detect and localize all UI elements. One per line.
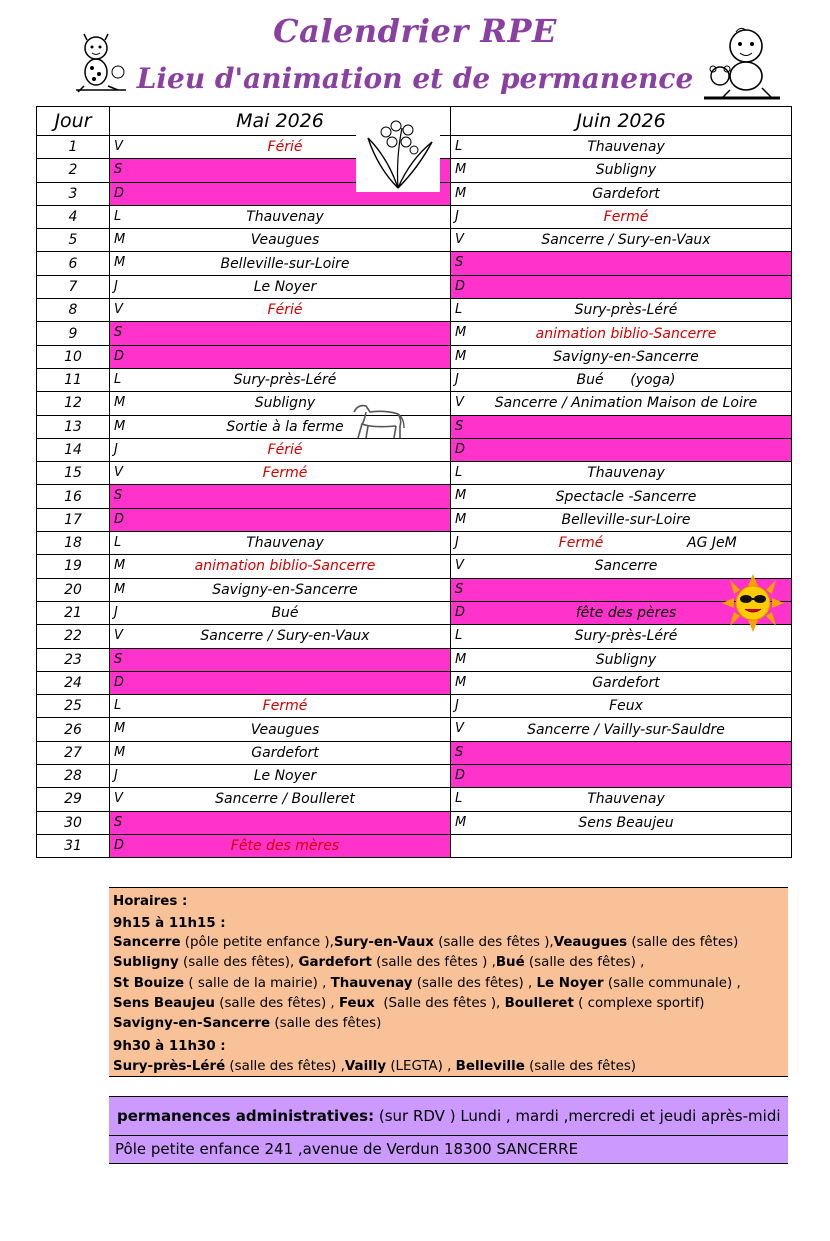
horse-icon bbox=[346, 400, 406, 442]
weekday-letter: S bbox=[114, 488, 123, 504]
location-detail: (salle des fêtes) bbox=[270, 1016, 382, 1032]
weekday-letter: L bbox=[455, 791, 463, 807]
day-number: 23 bbox=[37, 648, 110, 671]
weekday-letter: V bbox=[114, 302, 123, 318]
juin-cell bbox=[451, 275, 792, 298]
mai-cell bbox=[110, 601, 451, 624]
juin-cell bbox=[451, 741, 792, 764]
mai-cell bbox=[110, 765, 451, 788]
activity-label: Thauvenay bbox=[587, 139, 665, 156]
weekday-letter: S bbox=[114, 814, 123, 830]
day-number: 1 bbox=[37, 136, 110, 159]
mai-cell bbox=[110, 252, 451, 275]
table-row bbox=[37, 788, 792, 811]
activity-label: Savigny-en-Sancerre bbox=[553, 348, 699, 365]
location-detail: (LEGTA) , bbox=[386, 1059, 456, 1074]
juin-cell bbox=[451, 368, 792, 391]
hours-line bbox=[113, 1059, 636, 1074]
mai-cell bbox=[110, 671, 451, 694]
mai-cell bbox=[110, 485, 451, 508]
location-name: Feux bbox=[338, 995, 375, 1011]
activity-label: Sancerre bbox=[594, 558, 658, 575]
activity-label: Sortie à la ferme bbox=[226, 418, 344, 435]
activity-label: Gardefort bbox=[251, 744, 319, 761]
activity-label: Sancerre / Vailly-sur-Sauldre bbox=[527, 721, 725, 738]
location-name: Bué bbox=[495, 955, 525, 971]
juin-cell bbox=[451, 392, 792, 415]
day-number: 29 bbox=[37, 788, 110, 811]
weekday-letter: D bbox=[114, 185, 125, 201]
activity-label: Sury-près-Léré bbox=[574, 302, 678, 319]
weekday-letter: M bbox=[114, 232, 126, 248]
hours-box bbox=[109, 887, 788, 1077]
mai-cell bbox=[110, 625, 451, 648]
activity-label: Férié bbox=[267, 442, 303, 458]
mai-cell bbox=[110, 741, 451, 764]
table-row bbox=[37, 578, 792, 601]
mai-cell bbox=[110, 205, 451, 228]
day-number: 9 bbox=[37, 322, 110, 345]
weekday-letter: J bbox=[455, 208, 459, 224]
activity-label: Veaugues bbox=[250, 232, 320, 249]
weekday-letter: D bbox=[114, 674, 125, 690]
weekday-letter: M bbox=[455, 185, 467, 201]
location-detail: (salle des fêtes), bbox=[178, 955, 299, 971]
activity-label: Sancerre / Sury-en-Vaux bbox=[200, 628, 370, 645]
hours-slot-2: 9h30 à 11h30 : bbox=[113, 1039, 226, 1054]
activity-label: fête des pères bbox=[575, 605, 677, 622]
weekday-letter: D bbox=[114, 837, 125, 853]
weekday-letter: D bbox=[455, 441, 466, 457]
location-detail: ( complexe sportif) bbox=[573, 995, 705, 1011]
activity-label: Thauvenay bbox=[587, 791, 665, 808]
weekday-letter: M bbox=[455, 162, 467, 178]
weekday-letter: S bbox=[114, 651, 123, 667]
weekday-letter: J bbox=[114, 441, 118, 457]
location-name: Sens Beaujeu bbox=[113, 995, 215, 1011]
table-row bbox=[37, 299, 792, 322]
location-name: St Bouize bbox=[113, 975, 185, 991]
weekday-letter: S bbox=[455, 744, 464, 760]
day-number: 12 bbox=[37, 392, 110, 415]
mai-cell bbox=[110, 718, 451, 741]
mai-cell bbox=[110, 299, 451, 322]
juin-cell bbox=[451, 415, 792, 438]
calendar-table bbox=[36, 106, 792, 858]
location-detail: (salle des fêtes) , bbox=[524, 955, 645, 971]
location-name: Sury-en-Vaux bbox=[333, 935, 434, 950]
weekday-letter: S bbox=[455, 418, 464, 434]
juin-cell bbox=[451, 229, 792, 252]
location-name: Le Noyer bbox=[536, 975, 604, 991]
mai-cell bbox=[110, 345, 451, 368]
location-name: Vailly bbox=[344, 1059, 387, 1074]
activity-label: Subligny bbox=[595, 651, 657, 668]
weekday-letter: M bbox=[114, 255, 126, 271]
day-number: 27 bbox=[37, 741, 110, 764]
weekday-letter: J bbox=[455, 371, 459, 387]
table-row bbox=[37, 625, 792, 648]
mai-cell bbox=[110, 229, 451, 252]
activity-label: Subligny bbox=[254, 395, 316, 412]
activity-label: Fête des mères bbox=[230, 838, 340, 855]
weekday-letter: M bbox=[114, 581, 126, 597]
day-number: 10 bbox=[37, 345, 110, 368]
permanences-text: (sur RDV ) Lundi , mardi ,mercredi et jeudi après-midi bbox=[374, 1107, 781, 1125]
weekday-letter: L bbox=[114, 371, 122, 387]
weekday-letter: L bbox=[455, 628, 463, 644]
weekday-letter: D bbox=[114, 348, 125, 364]
location-name: Thauvenay bbox=[330, 975, 413, 991]
day-number: 18 bbox=[37, 532, 110, 555]
day-number: 3 bbox=[37, 182, 110, 205]
location-name: Belleville bbox=[455, 1059, 525, 1074]
juin-cell bbox=[451, 648, 792, 671]
child-with-teddy-icon bbox=[700, 24, 784, 106]
weekday-letter: M bbox=[455, 651, 467, 667]
permanences-label: permanences administratives: bbox=[117, 1107, 375, 1125]
weekday-letter: V bbox=[455, 721, 464, 737]
day-number: 26 bbox=[37, 718, 110, 741]
juin-cell bbox=[451, 834, 792, 857]
juin-cell bbox=[451, 322, 792, 345]
mai-cell bbox=[110, 275, 451, 298]
page-title: Calendrier RPE bbox=[273, 12, 557, 50]
permanences-box bbox=[109, 1096, 788, 1164]
header-jour: Jour bbox=[37, 107, 110, 136]
weekday-letter: S bbox=[114, 325, 123, 341]
location-detail: (salle des fêtes) , bbox=[214, 995, 339, 1011]
location-detail: ( salle de la mairie) , bbox=[184, 975, 331, 991]
weekday-letter: V bbox=[114, 628, 123, 644]
weekday-letter: S bbox=[455, 255, 464, 271]
mai-cell bbox=[110, 695, 451, 718]
activity-label: Férié bbox=[267, 302, 303, 319]
activity-label: Belleville-sur-Loire bbox=[561, 511, 691, 528]
activity-label: Spectacle -Sancerre bbox=[555, 488, 697, 505]
table-row bbox=[37, 368, 792, 391]
weekday-letter: D bbox=[455, 768, 466, 784]
table-row bbox=[37, 532, 792, 555]
mai-cell bbox=[110, 322, 451, 345]
juin-cell bbox=[451, 345, 792, 368]
day-number: 16 bbox=[37, 485, 110, 508]
hours-line bbox=[113, 935, 738, 950]
mai-cell bbox=[110, 648, 451, 671]
activity-label: Belleville-sur-Loire bbox=[220, 255, 350, 272]
activity-label: Gardefort bbox=[592, 674, 660, 691]
weekday-letter: M bbox=[114, 744, 126, 760]
mai-cell bbox=[110, 834, 451, 857]
divider bbox=[109, 1135, 788, 1136]
day-number: 31 bbox=[37, 834, 110, 857]
day-number: 13 bbox=[37, 415, 110, 438]
activity-label: Sens Beaujeu bbox=[578, 814, 674, 831]
day-number: 22 bbox=[37, 625, 110, 648]
juin-cell bbox=[451, 532, 792, 555]
day-number: 19 bbox=[37, 555, 110, 578]
activity-extra: AG JeM bbox=[687, 535, 737, 552]
location-name: Gardefort bbox=[298, 955, 372, 971]
day-number: 30 bbox=[37, 811, 110, 834]
table-row bbox=[37, 648, 792, 671]
juin-cell bbox=[451, 671, 792, 694]
juin-cell bbox=[451, 462, 792, 485]
day-number: 11 bbox=[37, 368, 110, 391]
lily-of-the-valley-icon bbox=[356, 114, 440, 192]
weekday-letter: L bbox=[114, 208, 122, 224]
weekday-letter: V bbox=[455, 395, 464, 411]
activity-label: Bué (yoga) bbox=[576, 372, 676, 389]
juin-cell bbox=[451, 695, 792, 718]
hours-slot-1: 9h15 à 11h15 : bbox=[113, 916, 226, 931]
weekday-letter: J bbox=[114, 768, 118, 784]
hours-line bbox=[113, 996, 705, 1011]
weekday-letter: L bbox=[455, 465, 463, 481]
juin-cell bbox=[451, 159, 792, 182]
day-number: 7 bbox=[37, 275, 110, 298]
table-row bbox=[37, 205, 792, 228]
day-number: 15 bbox=[37, 462, 110, 485]
hours-line bbox=[113, 1016, 381, 1031]
table-row bbox=[37, 462, 792, 485]
weekday-letter: V bbox=[114, 465, 123, 481]
activity-label: Veaugues bbox=[250, 721, 320, 738]
weekday-letter: L bbox=[114, 535, 122, 551]
activity-label: Fermé bbox=[262, 698, 308, 715]
weekday-letter: M bbox=[114, 721, 126, 737]
location-name: Sancerre bbox=[113, 935, 181, 950]
weekday-letter: M bbox=[455, 348, 467, 364]
day-number: 21 bbox=[37, 601, 110, 624]
juin-cell bbox=[451, 788, 792, 811]
activity-label: Sancerre / Sury-en-Vaux bbox=[541, 232, 711, 249]
juin-cell bbox=[451, 205, 792, 228]
weekday-letter: M bbox=[455, 488, 467, 504]
weekday-letter: J bbox=[114, 278, 118, 294]
weekday-letter: J bbox=[114, 604, 118, 620]
table-row bbox=[37, 485, 792, 508]
page-subtitle: Lieu d'animation et de permanence bbox=[136, 62, 694, 95]
weekday-letter: M bbox=[455, 325, 467, 341]
location-detail: (pôle petite enfance ), bbox=[180, 935, 334, 950]
day-number: 6 bbox=[37, 252, 110, 275]
location-detail: (salle des fêtes ) , bbox=[371, 955, 496, 971]
activity-label: animation biblio-Sancerre bbox=[194, 558, 376, 575]
activity-label: Bué bbox=[271, 605, 299, 622]
table-row bbox=[37, 811, 792, 834]
day-number: 28 bbox=[37, 765, 110, 788]
activity-label: Fermé bbox=[603, 209, 649, 226]
location-detail: (salle des fêtes) , bbox=[225, 1059, 345, 1074]
day-number: 24 bbox=[37, 671, 110, 694]
weekday-letter: V bbox=[114, 791, 123, 807]
table-row bbox=[37, 765, 792, 788]
weekday-letter: L bbox=[114, 698, 122, 714]
table-row bbox=[37, 695, 792, 718]
activity-label: Fermé bbox=[558, 535, 604, 552]
location-detail: (Salle des fêtes ), bbox=[374, 995, 505, 1011]
activity-label: Thauvenay bbox=[246, 209, 324, 226]
table-row bbox=[37, 322, 792, 345]
activity-label: Sury-près-Léré bbox=[574, 628, 678, 645]
activity-label: Savigny-en-Sancerre bbox=[212, 581, 358, 598]
juin-cell bbox=[451, 438, 792, 461]
weekday-letter: V bbox=[455, 232, 464, 248]
day-number: 5 bbox=[37, 229, 110, 252]
sun-with-sunglasses-icon bbox=[720, 574, 786, 632]
weekday-letter: D bbox=[114, 511, 125, 527]
weekday-letter: M bbox=[114, 395, 126, 411]
table-row bbox=[37, 345, 792, 368]
hours-line bbox=[113, 955, 644, 970]
day-number: 2 bbox=[37, 159, 110, 182]
table-row bbox=[37, 671, 792, 694]
weekday-letter: M bbox=[114, 558, 126, 574]
location-detail: (salle des fêtes) , bbox=[412, 975, 537, 991]
header-juin: Juin 2026 bbox=[451, 107, 792, 136]
activity-label: Sancerre / Animation Maison de Loire bbox=[494, 395, 758, 412]
activity-label: Le Noyer bbox=[253, 768, 317, 785]
activity-label: Fermé bbox=[262, 465, 308, 482]
activity-label: animation biblio-Sancerre bbox=[535, 325, 717, 342]
juin-cell bbox=[451, 811, 792, 834]
weekday-letter: S bbox=[114, 162, 123, 178]
activity-label: Sury-près-Léré bbox=[233, 372, 337, 389]
juin-cell bbox=[451, 252, 792, 275]
child-drawing-icon bbox=[74, 32, 132, 94]
permanences-line bbox=[117, 1107, 781, 1125]
activity-label: Sancerre / Boulleret bbox=[215, 791, 355, 808]
activity-label: Subligny bbox=[595, 162, 657, 179]
mai-cell bbox=[110, 508, 451, 531]
activity-label: Thauvenay bbox=[587, 465, 665, 482]
table-row bbox=[37, 252, 792, 275]
location-name: Boulleret bbox=[504, 995, 574, 1011]
location-detail: (salle des fêtes) bbox=[627, 935, 739, 950]
table-row bbox=[37, 834, 792, 857]
table-row bbox=[37, 415, 792, 438]
mai-cell bbox=[110, 462, 451, 485]
weekday-letter: S bbox=[455, 581, 464, 597]
table-row bbox=[37, 508, 792, 531]
day-number: 17 bbox=[37, 508, 110, 531]
hours-title: Horaires : bbox=[113, 894, 188, 909]
location-detail: (salle communale) , bbox=[603, 975, 741, 991]
day-number: 20 bbox=[37, 578, 110, 601]
weekday-letter: D bbox=[455, 278, 466, 294]
table-row bbox=[37, 275, 792, 298]
location-name: Savigny-en-Sancerre bbox=[113, 1016, 271, 1032]
mai-cell bbox=[110, 368, 451, 391]
day-number: 8 bbox=[37, 299, 110, 322]
mai-cell bbox=[110, 788, 451, 811]
juin-cell bbox=[451, 182, 792, 205]
weekday-letter: M bbox=[114, 418, 126, 434]
table-row bbox=[37, 438, 792, 461]
juin-cell bbox=[451, 299, 792, 322]
juin-cell bbox=[451, 765, 792, 788]
location-name: Sury-près-Léré bbox=[113, 1059, 226, 1074]
mai-cell bbox=[110, 555, 451, 578]
activity-label: Le Noyer bbox=[253, 278, 317, 295]
location-name: Subligny bbox=[113, 955, 179, 971]
weekday-letter: J bbox=[455, 535, 459, 551]
address-line: Pôle petite enfance 241 ,avenue de Verdun 18300 SANCERRE bbox=[115, 1140, 579, 1158]
table-row bbox=[37, 229, 792, 252]
table-row bbox=[37, 741, 792, 764]
weekday-letter: V bbox=[455, 558, 464, 574]
header-mai: Mai 2026 bbox=[110, 107, 451, 136]
mai-cell bbox=[110, 811, 451, 834]
weekday-letter: D bbox=[455, 604, 466, 620]
weekday-letter: L bbox=[455, 139, 463, 154]
weekday-letter: M bbox=[455, 674, 467, 690]
location-detail: (salle des fêtes) bbox=[524, 1059, 637, 1074]
juin-cell bbox=[451, 485, 792, 508]
hours-line bbox=[113, 976, 741, 991]
weekday-letter: L bbox=[455, 302, 463, 318]
mai-cell bbox=[110, 578, 451, 601]
day-number: 25 bbox=[37, 695, 110, 718]
day-number: 14 bbox=[37, 438, 110, 461]
location-name: Veaugues bbox=[553, 935, 628, 950]
day-number: 4 bbox=[37, 205, 110, 228]
activity-label: Férié bbox=[267, 139, 303, 156]
table-row bbox=[37, 601, 792, 624]
activity-label: Feux bbox=[609, 698, 643, 715]
weekday-letter: M bbox=[455, 511, 467, 527]
mai-cell bbox=[110, 532, 451, 555]
activity-label: Gardefort bbox=[592, 185, 660, 202]
location-detail: (salle des fêtes ), bbox=[433, 935, 554, 950]
weekday-letter: V bbox=[114, 139, 123, 154]
weekday-letter: M bbox=[455, 814, 467, 830]
table-row bbox=[37, 392, 792, 415]
juin-cell bbox=[451, 508, 792, 531]
table-row bbox=[37, 718, 792, 741]
weekday-letter: J bbox=[455, 698, 459, 714]
juin-cell bbox=[451, 136, 792, 159]
juin-cell bbox=[451, 718, 792, 741]
activity-label: Thauvenay bbox=[246, 535, 324, 552]
table-row bbox=[37, 555, 792, 578]
